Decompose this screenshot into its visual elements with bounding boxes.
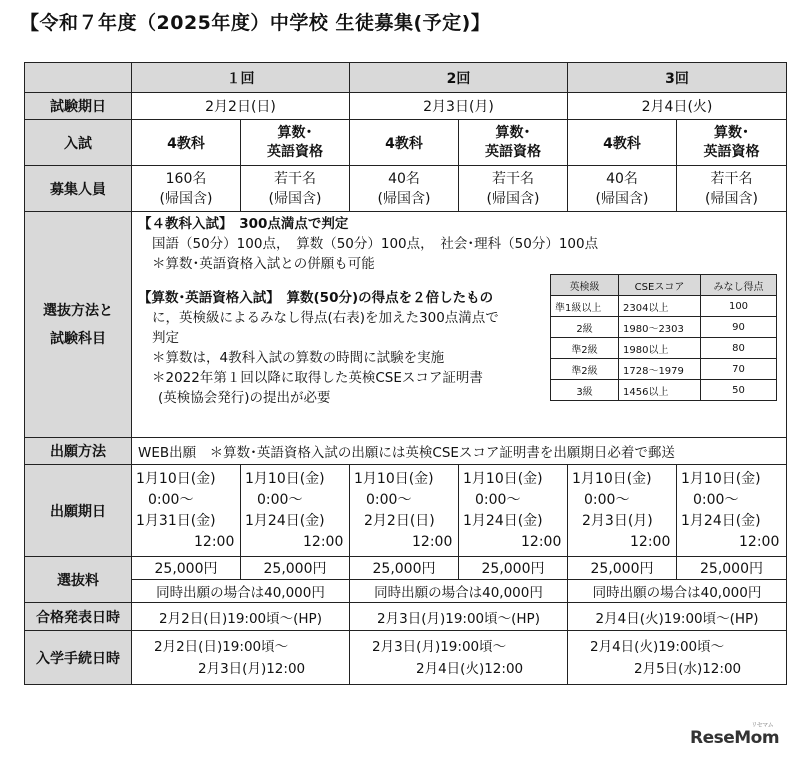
eiken-grade: 準2級 [551, 359, 619, 380]
eiken-grade: 2級 [551, 317, 619, 338]
selection-line-4: に，英検級によるみなし得点(右表)を加えた300点満点で [152, 310, 499, 326]
fee-amount: 25,000円 [459, 557, 568, 580]
exam-date-1: 2月2日(日) [132, 93, 350, 120]
period-cell-5: 1月10日(金) 0:00～ 2月3日(月) 12:00 [568, 465, 677, 557]
exam-date-2: 2月3日(月) [350, 93, 568, 120]
eiken-score-table [550, 274, 777, 401]
entrance-sansu-1: 算数･ 英語資格 [241, 120, 350, 166]
eiken-points: 50 [701, 380, 777, 401]
period-label: 出願期日 [25, 465, 132, 557]
exam-date-3: 2月4日(火) [568, 93, 787, 120]
eiken-grade: 準2級 [551, 338, 619, 359]
fee-amount: 25,000円 [132, 557, 241, 580]
entrance-four-1: 4教科 [132, 120, 241, 166]
fee-amount: 25,000円 [350, 557, 459, 580]
selection-line-7: ＊2022年第１回以降に取得した英検CSEスコア証明書 [152, 370, 483, 386]
method-text: WEB出願 ＊算数･英語資格入試の出願には英検CSEスコア証明書を出願期日必着で郵送 [132, 438, 787, 465]
page-title: 【令和７年度（2025年度）中学校 生徒募集(予定)】 [20, 12, 491, 34]
capacity-2a: 40名 (帰国含) [350, 166, 459, 212]
entrance-label: 入試 [25, 120, 132, 166]
fee-combined-1: 同時出願の場合は40,000円 [132, 580, 350, 603]
entrance-four-3: 4教科 [568, 120, 677, 166]
fee-combined-3: 同時出願の場合は40,000円 [568, 580, 787, 603]
eiken-header-points: みなし得点 [701, 275, 777, 296]
eiken-header-cse: CSEスコア [619, 275, 701, 296]
announce-3: 2月4日(火)19:00頃～(HP) [568, 603, 787, 631]
capacity-1a: 160名 (帰国含) [132, 166, 241, 212]
period-cell-3: 1月10日(金) 0:00～ 2月2日(日) 12:00 [350, 465, 459, 557]
eiken-grade: 3級 [551, 380, 619, 401]
announce-1: 2月2日(日)19:00頃～(HP) [132, 603, 350, 631]
announce-label: 合格発表日時 [25, 603, 132, 631]
entrance-four-2: 4教科 [350, 120, 459, 166]
announce-2: 2月3日(月)19:00頃～(HP) [350, 603, 568, 631]
header-round-3: 3回 [568, 63, 787, 93]
enroll-label: 入学手続日時 [25, 631, 132, 685]
exam-date-label: 試験期日 [25, 93, 132, 120]
fee-amount: 25,000円 [241, 557, 350, 580]
eiken-points: 100 [701, 296, 777, 317]
resemom-logo: ReseMom リセマム [690, 722, 780, 748]
fee-label: 選抜料 [25, 557, 132, 603]
fee-amount: 25,000円 [568, 557, 677, 580]
enroll-3: 2月4日(火)19:00頃～ 2月5日(水)12:00 [568, 631, 787, 685]
period-cell-1: 1月10日(金) 0:00～ 1月31日(金) 12:00 [132, 465, 241, 557]
recruitment-table [24, 62, 787, 685]
selection-label: 選抜方法と 試験科目 [25, 212, 132, 438]
fee-amount: 25,000円 [677, 557, 787, 580]
eiken-cse: 1456以上 [619, 380, 701, 401]
selection-content [132, 212, 787, 438]
period-cell-2: 1月10日(金) 0:00～ 1月24日(金) 12:00 [241, 465, 350, 557]
header-corner [25, 63, 132, 93]
header-round-1: １回 [132, 63, 350, 93]
selection-line-3: 【算数･英語資格入試】 算数(50分)の得点を２倍したもの [138, 290, 494, 306]
enroll-2: 2月3日(月)19:00頃～ 2月4日(火)12:00 [350, 631, 568, 685]
entrance-sansu-2: 算数･ 英語資格 [459, 120, 568, 166]
eiken-grade: 準1級以上 [551, 296, 619, 317]
selection-line-1: 国語（50分）100点， 算数（50分）100点， 社会･理科（50分）100点 [152, 236, 599, 252]
eiken-cse: 1980～2303 [619, 317, 701, 338]
period-cell-6: 1月10日(金) 0:00～ 1月24日(金) 12:00 [677, 465, 787, 557]
enroll-1: 2月2日(日)19:00頃～ 2月3日(月)12:00 [132, 631, 350, 685]
eiken-cse: 2304以上 [619, 296, 701, 317]
entrance-sansu-3: 算数･ 英語資格 [677, 120, 787, 166]
eiken-cse: 1728～1979 [619, 359, 701, 380]
fee-combined-2: 同時出願の場合は40,000円 [350, 580, 568, 603]
capacity-3b: 若干名 (帰国含) [677, 166, 787, 212]
capacity-3a: 40名 (帰国含) [568, 166, 677, 212]
eiken-header-grade: 英検級 [551, 275, 619, 296]
capacity-2b: 若干名 (帰国含) [459, 166, 568, 212]
eiken-points: 80 [701, 338, 777, 359]
method-label: 出願方法 [25, 438, 132, 465]
selection-line-5: 判定 [152, 330, 179, 346]
capacity-1b: 若干名 (帰国含) [241, 166, 350, 212]
selection-line-6: ＊算数は，4教科入試の算数の時間に試験を実施 [152, 350, 445, 366]
selection-line-8: (英検協会発行)の提出が必要 [158, 390, 331, 406]
eiken-points: 90 [701, 317, 777, 338]
capacity-label: 募集人員 [25, 166, 132, 212]
selection-line-0: 【４教科入試】 300点満点で判定 [138, 216, 349, 232]
header-round-2: 2回 [350, 63, 568, 93]
selection-line-2: ＊算数･英語資格入試との併願も可能 [152, 256, 375, 272]
eiken-cse: 1980以上 [619, 338, 701, 359]
period-cell-4: 1月10日(金) 0:00～ 1月24日(金) 12:00 [459, 465, 568, 557]
eiken-points: 70 [701, 359, 777, 380]
